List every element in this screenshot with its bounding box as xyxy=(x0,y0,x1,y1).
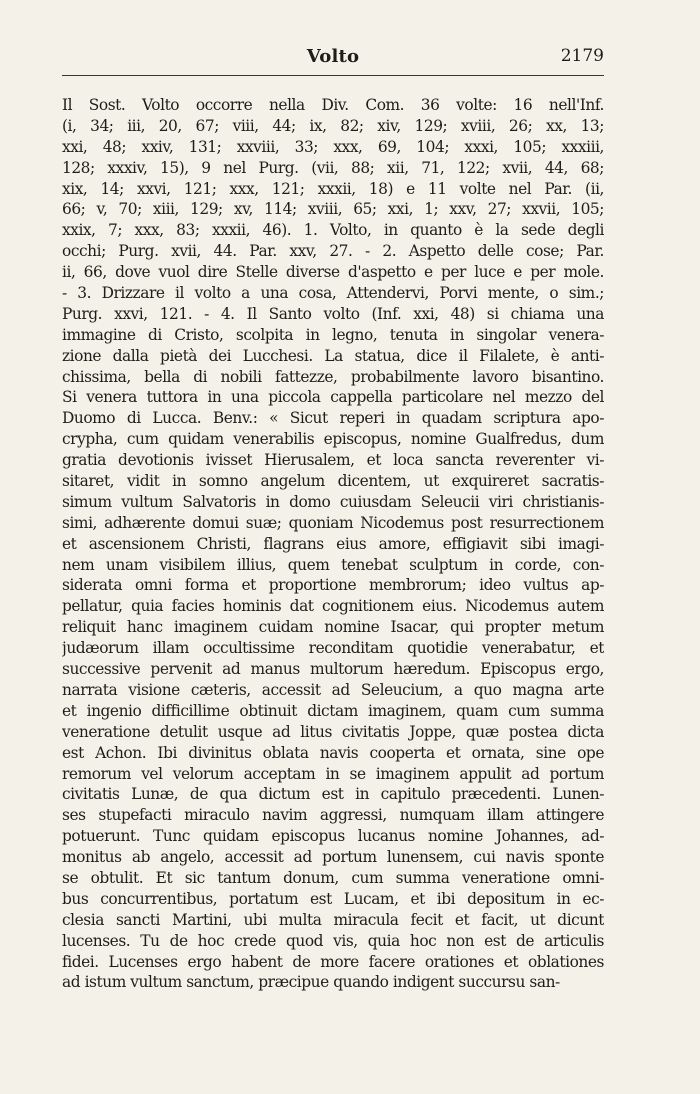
text-line: bus concurrentibus, portatum est Lucam, et ibi depositum in ec- xyxy=(62,889,604,908)
text-line: clesia sancti Martini, ubi multa miracula fecit et facit, ut dicunt xyxy=(62,910,604,929)
text-line: crypha, cum quidam venerabilis episcopus, nomine Gualfredus, dum xyxy=(62,430,604,449)
text-line: 128; xxxiv, 15), 9 nel Purg. (vii, 88; xii, 71, 122; xvii, 44, 68; xyxy=(62,158,604,177)
text-line: Duomo di Lucca. Benv.: « Sicut reperi in quadam scriptura apo- xyxy=(62,409,604,428)
text-line: judæorum illam occultissime reconditam quotidie venerabatur, et xyxy=(62,639,604,658)
page-header xyxy=(62,44,604,74)
text-line: xix, 14; xxvi, 121; xxx, 121; xxxii, 18) e 11 volte nel Par. (ii, xyxy=(62,179,604,198)
text-line: ii, 66, dove vuol dire Stelle diverse d'aspetto e per luce e per mole. xyxy=(62,263,604,282)
text-line: nem unam visibilem illius, quem tenebat sculptum in corde, con- xyxy=(62,555,604,574)
text-line: (i, 34; iii, 20, 67; viii, 44; ix, 82; xiv, 129; xviii, 26; xx, 13; xyxy=(62,116,604,135)
text-line: ses stupefacti miraculo navim aggressi, numquam illam attingere xyxy=(62,806,604,825)
text-line: civitatis Lunæ, de qua dictum est in capitulo præcedenti. Lunen- xyxy=(62,785,604,804)
text-line: et ingenio difficillime obtinuit dictam imaginem, quam cum summa xyxy=(62,701,604,720)
text-line: immagine di Cristo, scolpita in legno, tenuta in singolar venera- xyxy=(62,325,604,344)
text-line: simi, adhærente domui suæ; quoniam Nicodemus post resurrectionem xyxy=(62,513,604,532)
text-line: Si venera tuttora in una piccola cappella particolare nel mezzo del xyxy=(62,388,604,407)
text-line: Il Sost. Volto occorre nella Div. Com. 36 volte: 16 nell'Inf. xyxy=(62,96,604,114)
body-text xyxy=(62,95,604,993)
text-line: narrata visione cæteris, accessit ad Seleucium, a quo magna arte xyxy=(62,680,604,699)
text-line: veneratione detulit usque ad litus civitatis Joppe, quæ postea dicta xyxy=(62,722,604,741)
text-line: siderata omni forma et proportione membrorum; ideo vultus ap- xyxy=(62,576,604,595)
text-line: simum vultum Salvatoris in domo cuiusdam Seleucii viri christianis- xyxy=(62,492,604,511)
header-rule xyxy=(62,75,604,76)
text-line: lucenses. Tu de hoc crede quod vis, quia hoc non est de articulis xyxy=(62,931,604,950)
running-title: Volto xyxy=(306,46,360,67)
text-line: et ascensionem Christi, flagrans eius amore, effigiavit sibi imagi- xyxy=(62,534,604,553)
text-line: chissima, bella di nobili fattezze, probabilmente lavoro bisantino. xyxy=(62,367,604,386)
text-line: potuerunt. Tunc quidam episcopus lucanus nomine Johannes, ad- xyxy=(62,827,604,846)
text-line: successive pervenit ad manus multorum hæredum. Episcopus ergo, xyxy=(62,660,604,679)
text-line: 66; v, 70; xiii, 129; xv, 114; xviii, 65; xxi, 1; xxv, 27; xxvii, 105; xyxy=(62,200,604,219)
text-line: occhi; Purg. xvii, 44. Par. xxv, 27. - 2. Aspetto delle cose; Par. xyxy=(62,242,604,261)
text-line: - 3. Drizzare il volto a una cosa, Attendervi, Porvi mente, o sim.; xyxy=(62,284,604,303)
text-line: monitus ab angelo, accessit ad portum lunensem, cui navis sponte xyxy=(62,848,604,867)
text-line: xxix, 7; xxx, 83; xxxii, 46). 1. Volto, in quanto è la sede degli xyxy=(62,221,604,240)
text-line: sitaret, vidit in somno angelum dicentem, ut exquireret sacratis- xyxy=(62,472,604,491)
text-line: pellatur, quia facies hominis dat cognitionem eius. Nicodemus autem xyxy=(62,597,604,616)
text-line: gratia devotionis ivisset Hierusalem, et loca sancta reverenter vi- xyxy=(62,451,604,470)
text-line: xxi, 48; xxiv, 131; xxviii, 33; xxx, 69, 104; xxxi, 105; xxxiii, xyxy=(62,137,604,156)
text-line: remorum vel velorum acceptam in se imaginem appulit ad portum xyxy=(62,764,604,783)
text-line: ad istum vultum sanctum, præcipue quando indigent succursu san- xyxy=(62,973,560,992)
page-number: 2179 xyxy=(560,46,604,66)
text-line: reliquit hanc imaginem cuidam nomine Isacar, qui propter metum xyxy=(62,618,604,637)
text-line: Purg. xxvi, 121. - 4. Il Santo volto (Inf. xxi, 48) si chiama una xyxy=(62,304,604,323)
text-line: est Achon. Ibi divinitus oblata navis cooperta et ornata, sine ope xyxy=(62,743,604,762)
text-line: fidei. Lucenses ergo habent de more facere orationes et oblationes xyxy=(62,952,604,971)
text-line: zione dalla pietà dei Lucchesi. La statua, dice il Filalete, è anti- xyxy=(62,346,604,365)
text-line: se obtulit. Et sic tantum donum, cum summa veneratione omni- xyxy=(62,868,604,887)
